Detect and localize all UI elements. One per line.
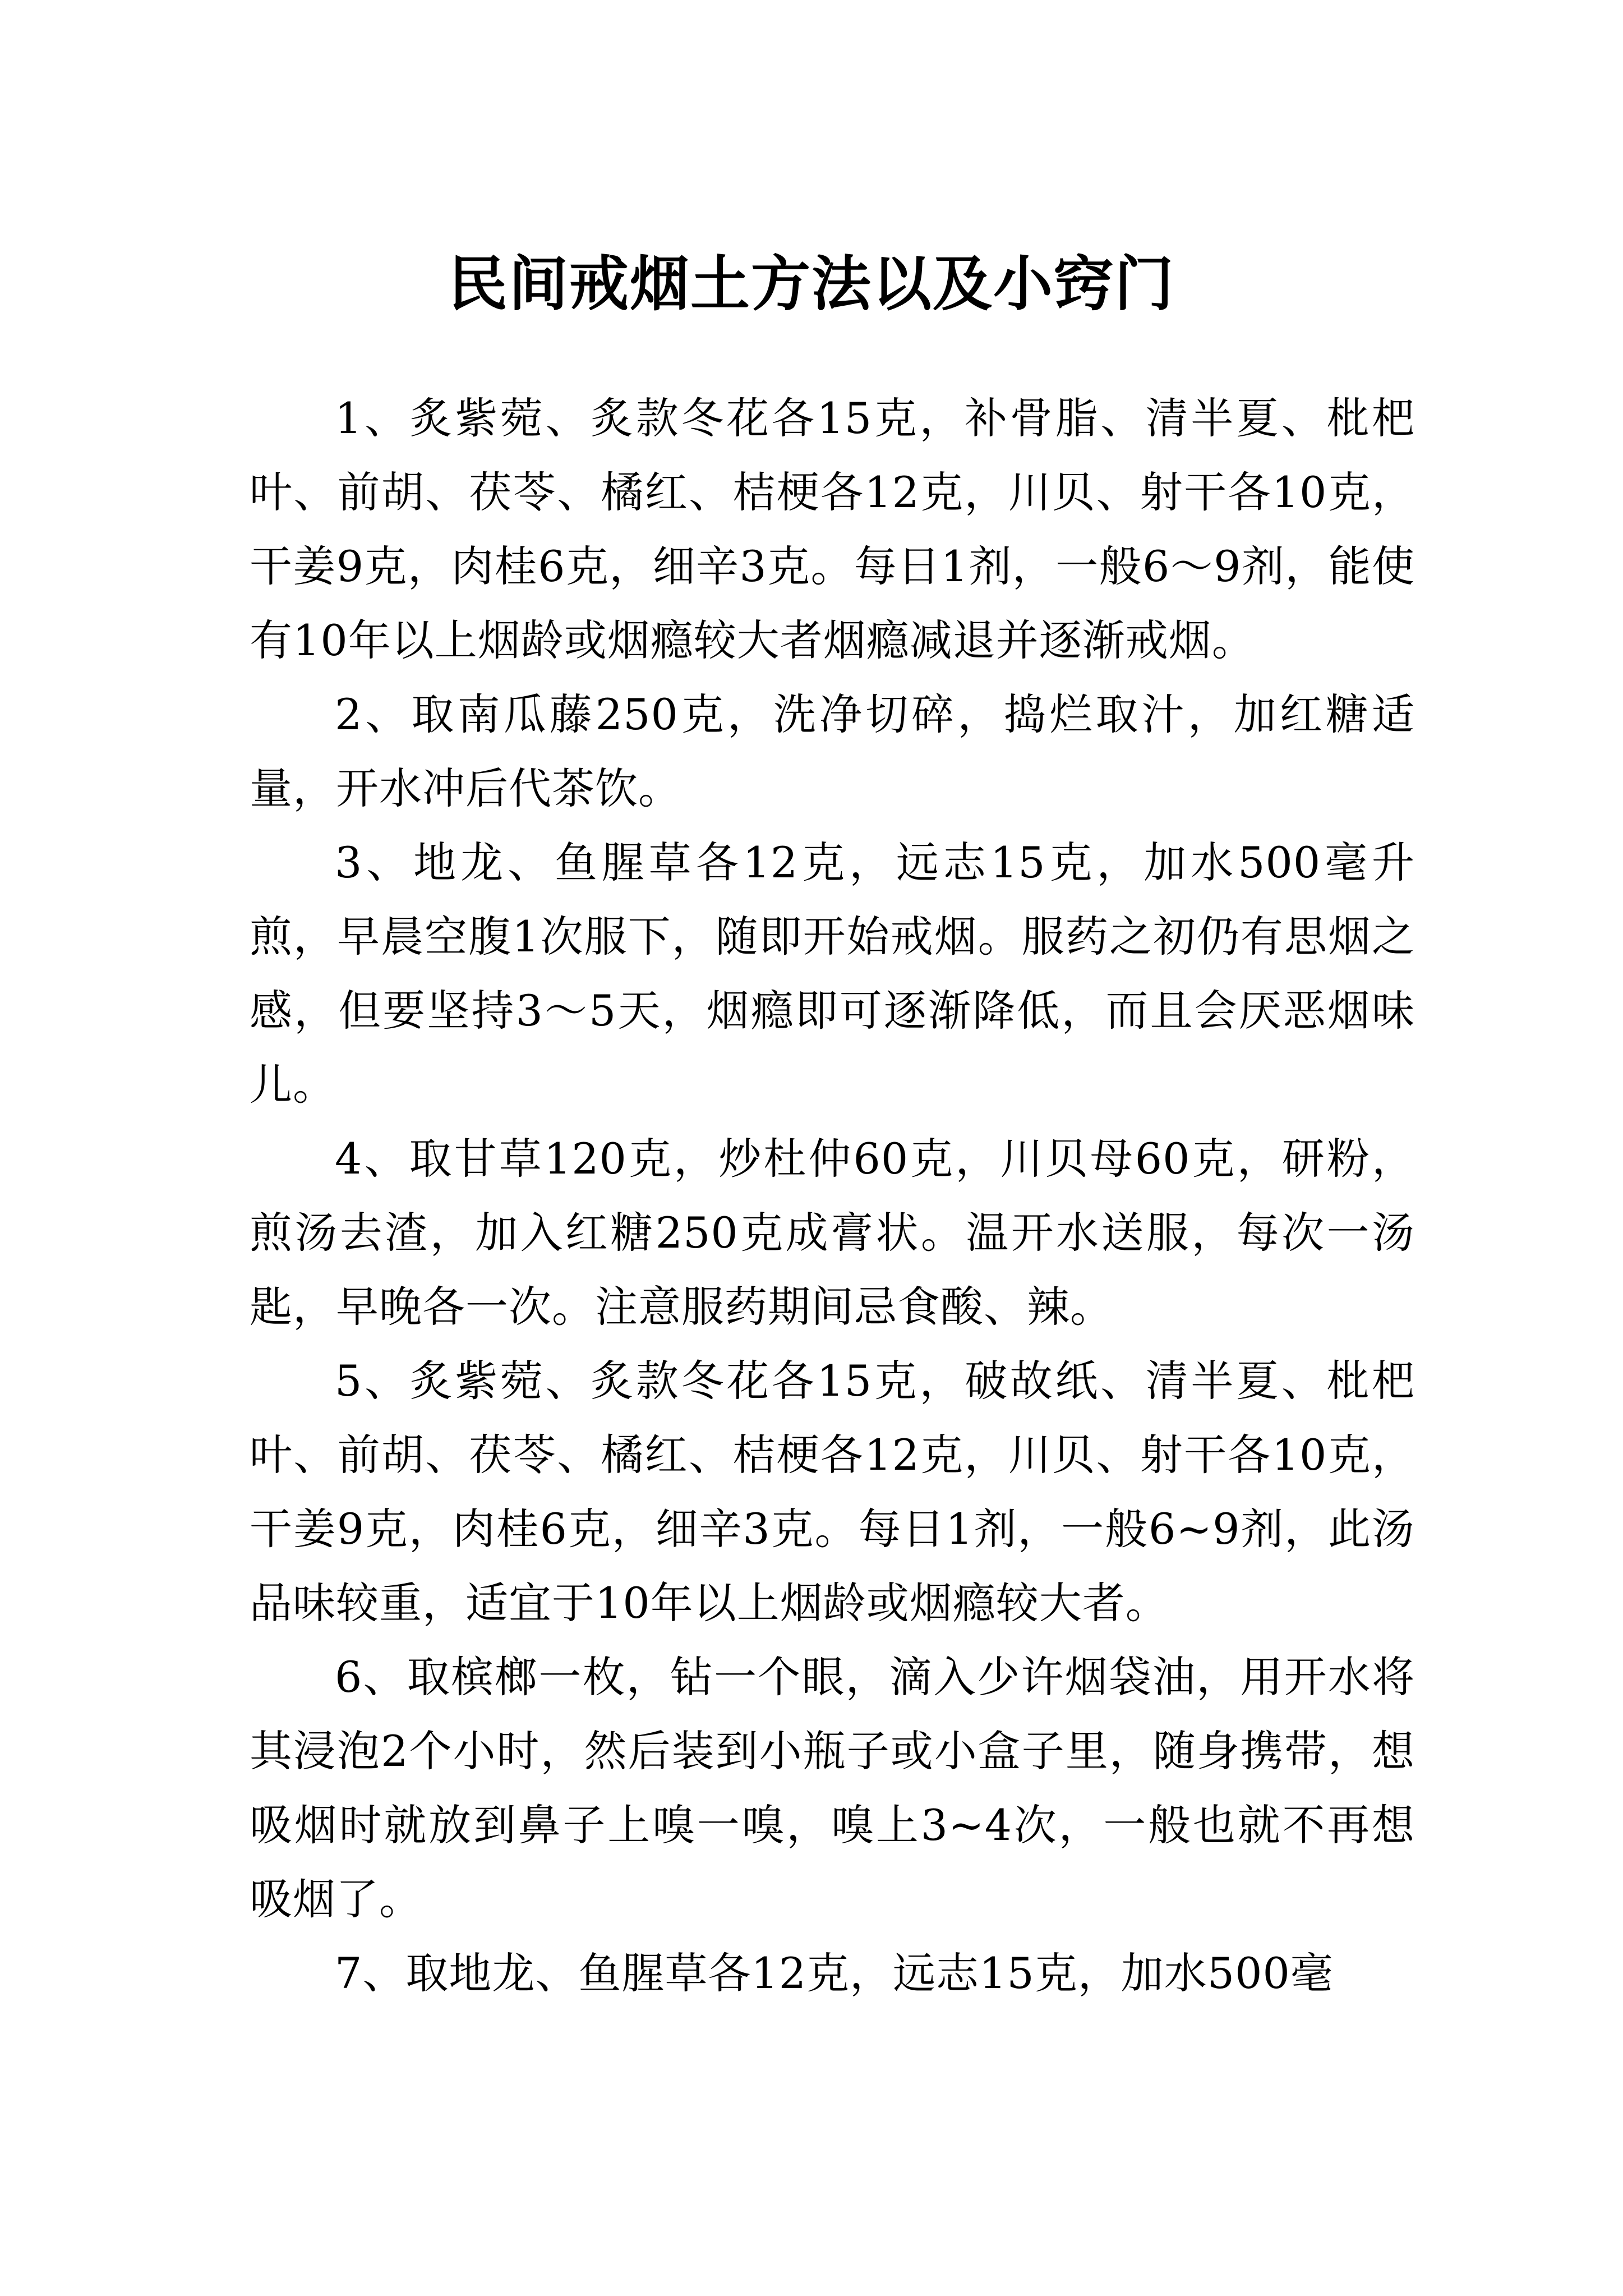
paragraph-5: 5、炙紫菀、炙款冬花各15克，破故纸、清半夏、枇杷叶、前胡、茯苓、橘红、桔梗各12克，川贝、射干各10克，干姜9克，肉桂6克，细辛3克。每日1剂，一般6~9剂，此汤品味较重，适宜于10年以上烟龄或烟瘾较大者。 <box>250 1356 1415 1628</box>
paragraph-3: 3、地龙、鱼腥草各12克，远志15克，加水500毫升煎，早晨空腹1次服下，随即开始戒烟。服药之初仍有思烟之感，但要坚持3～5天，烟瘾即可逐渐降低，而且会厌恶烟味儿。 <box>250 838 1415 1110</box>
document-title: 民间戒烟土方法以及小窍门 <box>448 249 1175 319</box>
paragraph-2: 2、取南瓜藤250克，洗净切碎，捣烂取汁，加红糖适量，开水冲后代茶饮。 <box>250 689 1415 813</box>
paragraph-4: 4、取甘草120克，炒杜仲60克，川贝母60克，研粉，煎汤去渣，加入红糖250克成膏状。温开水送服，每次一汤匙，早晚各一次。注意服药期间忌食酸、辣。 <box>250 1134 1415 1332</box>
paragraph-7: 7、取地龙、鱼腥草各12克，远志15克，加水500毫 <box>335 1948 1334 1998</box>
document-body <box>250 381 1415 2010</box>
paragraph-1: 1、炙紫菀、炙款冬花各15克，补骨脂、清半夏、枇杷叶、前胡、茯苓、橘红、桔梗各12克，川贝、射干各10克，干姜9克，肉桂6克，细辛3克。每日1剂，一般6～9剂，能使有10年以上烟龄或烟瘾较大者烟瘾减退并逐渐戒烟。 <box>250 393 1415 665</box>
paragraph-6: 6、取槟榔一枚，钻一个眼，滴入少许烟袋油，用开水将其浸泡2个小时，然后装到小瓶子或小盒子里，随身携带，想吸烟时就放到鼻子上嗅一嗅，嗅上3~4次，一般也就不再想吸烟了。 <box>250 1652 1415 1924</box>
